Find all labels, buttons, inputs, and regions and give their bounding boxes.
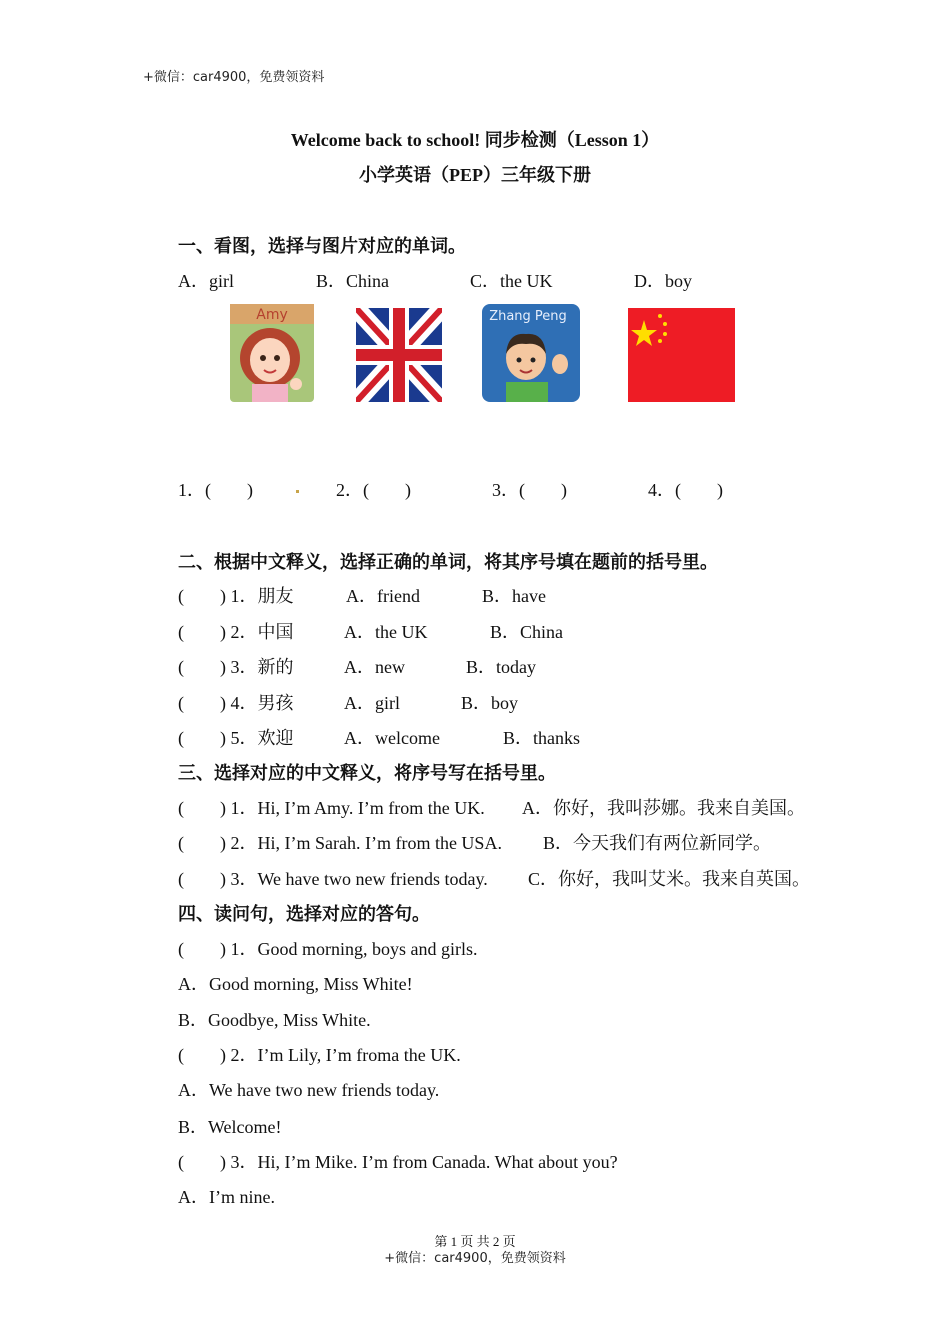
s4-line-7: ( ) 3．Hi, I’m Mike. I’m from Canada. What about you? (178, 1152, 618, 1172)
s3-row-2-question: ( ) 2．Hi, I’m Sarah. I’m from the USA. (178, 833, 502, 853)
s4-line-1: ( ) 1．Good morning, boys and girls. (178, 939, 478, 959)
blank-2[interactable]: 2．( ) (336, 480, 411, 500)
section3-heading: 三、选择对应的中文释义，将序号写在括号里。 (178, 763, 556, 784)
s2-row-2-option-a: A．the UK (344, 622, 428, 642)
zhang-peng-picture (482, 304, 580, 402)
s2-row-3-option-b: B．today (466, 657, 536, 677)
uk-flag-picture (356, 308, 442, 402)
china-flag-picture (628, 308, 735, 402)
s2-row-5-option-b: B．thanks (503, 728, 581, 748)
section2-heading: 二、根据中文释义，选择正确的单词，将其序号填在题前的括号里。 (178, 552, 718, 573)
s4-line-4: ( ) 2．I’m Lily, I’m froma the UK. (178, 1045, 461, 1065)
header-watermark: +微信：car4900，免费领资料 (143, 70, 325, 85)
s3-row-1-question: ( ) 1．Hi, I’m Amy. I’m from the UK. (178, 798, 485, 818)
s4-line-8: A．I’m nine. (178, 1187, 275, 1207)
zhang-peng-label: Zhang Peng (489, 309, 567, 324)
s2-row-2-question: ( ) 2．中国 (178, 622, 294, 642)
s2-row-1-option-a: A．friend (346, 586, 420, 606)
page-title: Welcome back to school! 同步检测（Lesson 1） (290, 130, 660, 150)
blank-3[interactable]: 3．( ) (492, 480, 567, 500)
option-d: D．boy (634, 271, 692, 291)
option-c: C．the UK (470, 271, 553, 291)
section4-heading: 四、读问句，选择对应的答句。 (178, 904, 430, 925)
section1-heading: 一、看图，选择与图片对应的单词。 (178, 236, 466, 257)
stray-mark (296, 490, 299, 493)
s2-row-2-option-b: B．China (490, 622, 564, 642)
s3-row-1-option: A．你好，我叫莎娜。我来自美国。 (522, 798, 805, 818)
blank-4[interactable]: 4．( ) (648, 480, 723, 500)
s2-row-4-question: ( ) 4．男孩 (178, 693, 294, 713)
option-b: B．China (316, 271, 390, 291)
s2-row-1-option-b: B．have (482, 586, 546, 606)
s2-row-1-question: ( ) 1．朋友 (178, 586, 294, 606)
s2-row-3-option-a: A．new (344, 657, 405, 677)
s4-line-5: A．We have two new friends today. (178, 1080, 440, 1100)
s2-row-5-option-a: A．welcome (344, 728, 440, 748)
amy-label: Amy (256, 307, 288, 323)
s4-line-2: A．Good morning, Miss White! (178, 974, 413, 994)
s4-line-6: B．Welcome! (178, 1117, 282, 1137)
page-number: 第 1 页 共 2 页 (434, 1234, 516, 1249)
s3-row-3-option: C．你好，我叫艾米。我来自英国。 (528, 869, 811, 889)
s3-row-2-option: B．今天我们有两位新同学。 (543, 833, 772, 853)
s3-row-3-question: ( ) 3．We have two new friends today. (178, 869, 488, 889)
s2-row-4-option-b: B．boy (461, 693, 519, 713)
footer-watermark: +微信：car4900，免费领资料 (384, 1251, 566, 1266)
s2-row-4-option-a: A．girl (344, 693, 400, 713)
s2-row-5-question: ( ) 5．欢迎 (178, 728, 294, 748)
option-a: A．girl (178, 271, 234, 291)
amy-picture (230, 304, 314, 402)
s4-line-3: B．Goodbye, Miss White. (178, 1010, 371, 1030)
s2-row-3-question: ( ) 3．新的 (178, 657, 294, 677)
page-subtitle: 小学英语（PEP）三年级下册 (359, 165, 591, 185)
blank-1[interactable]: 1．( ) (178, 480, 253, 500)
